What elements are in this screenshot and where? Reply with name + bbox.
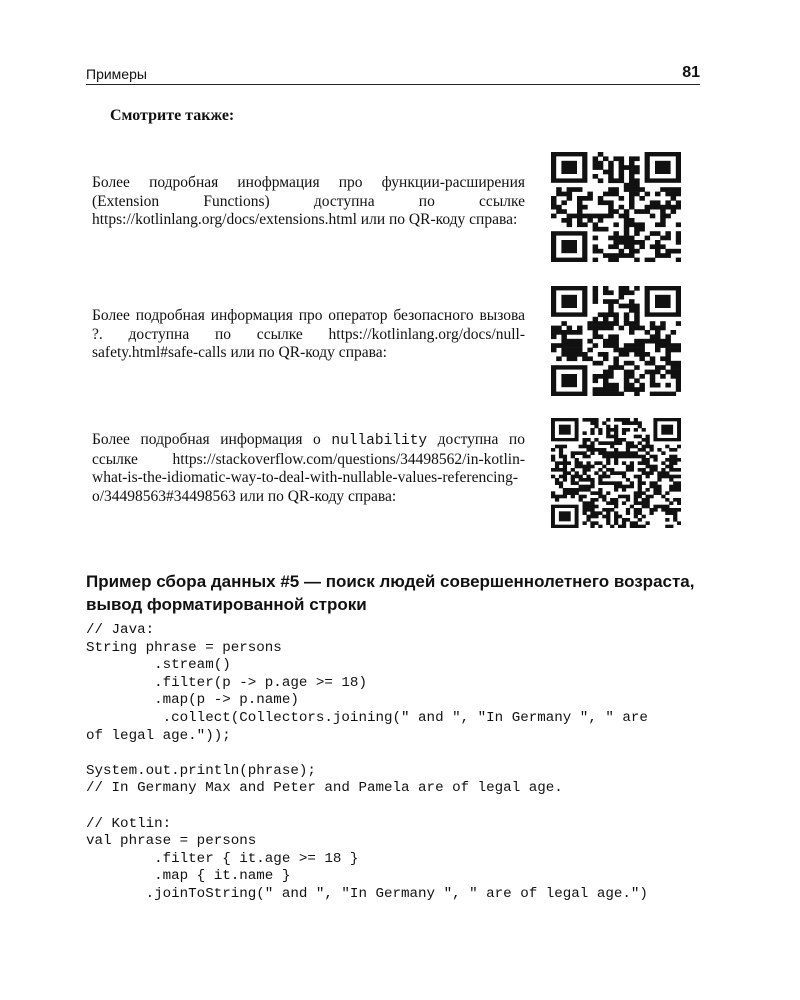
reference-nullability bbox=[92, 431, 525, 506]
running-header-title: Примеры bbox=[86, 66, 147, 82]
example-section-title: Пример сбора данных #5 — поиск людей совершеннолетнего возраста, вывод форматированной строки bbox=[86, 572, 695, 614]
code-listing: // Java: String phrase = persons .stream() .filter(p -> p.age >= 18) .map(p -> p.name) .collect(Collectors.joining(" and ", "In Germany ", " are of legal age.")); System.out.println(phrase); // In Germany Max and Peter and Pamela are of legal age. // Kotlin: val phrase = persons .filter { it.age >= 18 } .map { it.name } .joinToString(" and ", "In Germany ", " are of legal age.") bbox=[86, 622, 648, 902]
code-word-nullability: nullability bbox=[331, 433, 428, 449]
reference-extension-functions: Более подробная инофрмация про функции-расширения (Extension Functions) доступна по ссылке https://kotlinlang.org/docs/extensions.html или по QR-коду справа: bbox=[92, 174, 525, 228]
see-also-heading: Смотрите также: bbox=[110, 107, 235, 124]
qr-code-icon[interactable] bbox=[551, 418, 681, 528]
page-header bbox=[86, 64, 700, 85]
qr-code-icon[interactable] bbox=[551, 152, 681, 262]
qr-code-icon[interactable] bbox=[551, 286, 681, 396]
reference-nullability-text-start: Более подробная информация о bbox=[92, 431, 332, 448]
reference-safe-call-operator: Более подробная информация про оператор безопасного вызова ?. доступна по ссылке https://kotlinlang.org/docs/null-safety.html#safe-calls или по QR-коду справа: bbox=[92, 307, 525, 361]
reference-nullability-text-end: доступна по ссылке https://stackoverflow.com/questions/34498562/in-kotlin-what-is-the-idiomatic-way-to-deal-with-nullable-values-referencing-o/34498563#34498563 или по QR-коду справа: bbox=[92, 431, 525, 505]
page-number: 81 bbox=[682, 64, 700, 81]
